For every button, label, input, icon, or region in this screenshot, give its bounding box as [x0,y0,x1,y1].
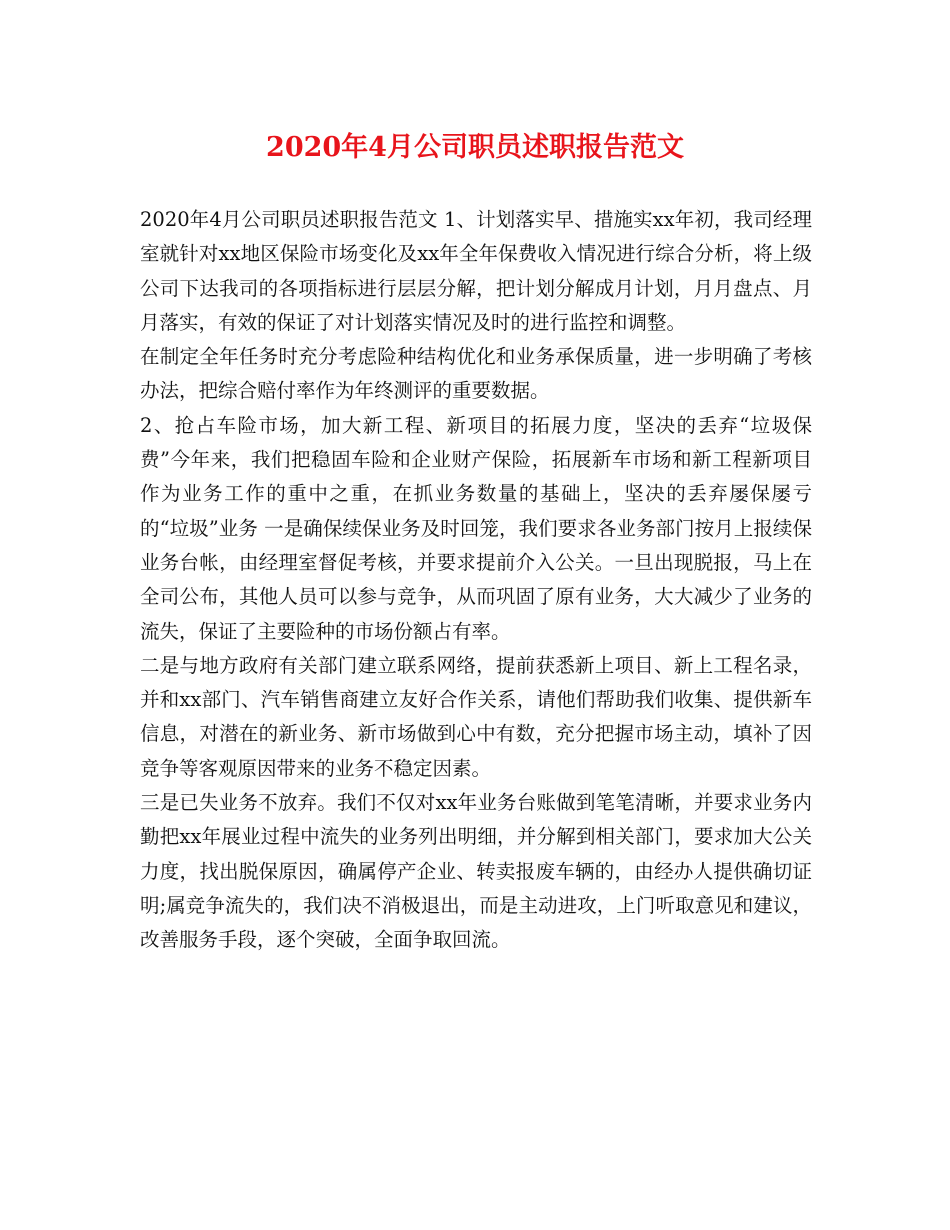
paragraph-1: 2020年4月公司职员述职报告范文 1、计划落实早、措施实xx年初，我司经理室就针对xx地区保险市场变化及xx年全年保费收入情况进行综合分析，将上级公司下达我司的各项指标进行层层分解，把计划分解成月计划，月月盘点、月月落实，有效的保证了对计划落实情况及时的进行监控和调整。 [140,208,812,334]
page-title: 2020年4月公司职员述职报告范文 [266,132,684,163]
paragraph-2: 在制定全年任务时充分考虑险种结构优化和业务承保质量，进一步明确了考核办法，把综合赔付率作为年终测评的重要数据。 [140,345,812,403]
paragraph-5: 三是已失业务不放弃。我们不仅对xx年业务台账做到笔笔清晰，并要求业务内勤把xx年展业过程中流失的业务列出明细，并分解到相关部门，要求加大公关力度，找出脱保原因，确属停产企业、转卖报废车辆的，由经办人提供确切证明;属竞争流失的，我们决不消极退出，而是主动进攻，上门听取意见和建议，改善服务手段，逐个突破，全面争取回流。 [140,791,812,952]
document-body [140,203,812,958]
paragraph-3: 2、抢占车险市场，加大新工程、新项目的拓展力度，坚决的丢弃“垃圾保费”今年来，我们把稳固车险和企业财产保险，拓展新车市场和新工程新项目作为业务工作的重中之重，在抓业务数量的基础上，坚决的丢弃屡保屡亏的“垃圾”业务 一是确保续保业务及时回笼，我们要求各业务部门按月上报续保业务台帐，由经理室督促考核，并要求提前介入公关。一旦出现脱报，马上在全司公布，其他人员可以参与竞争，从而巩固了原有业务，大大减少了业务的流失，保证了主要险种的市场份额占有率。 [140,413,812,643]
paragraph-4: 二是与地方政府有关部门建立联系网络，提前获悉新上项目、新上工程名录，并和xx部门、汽车销售商建立友好合作关系，请他们帮助我们收集、提供新车信息，对潜在的新业务、新市场做到心中有数，充分把握市场主动，填补了因竞争等客观原因带来的业务不稳定因素。 [140,653,812,780]
